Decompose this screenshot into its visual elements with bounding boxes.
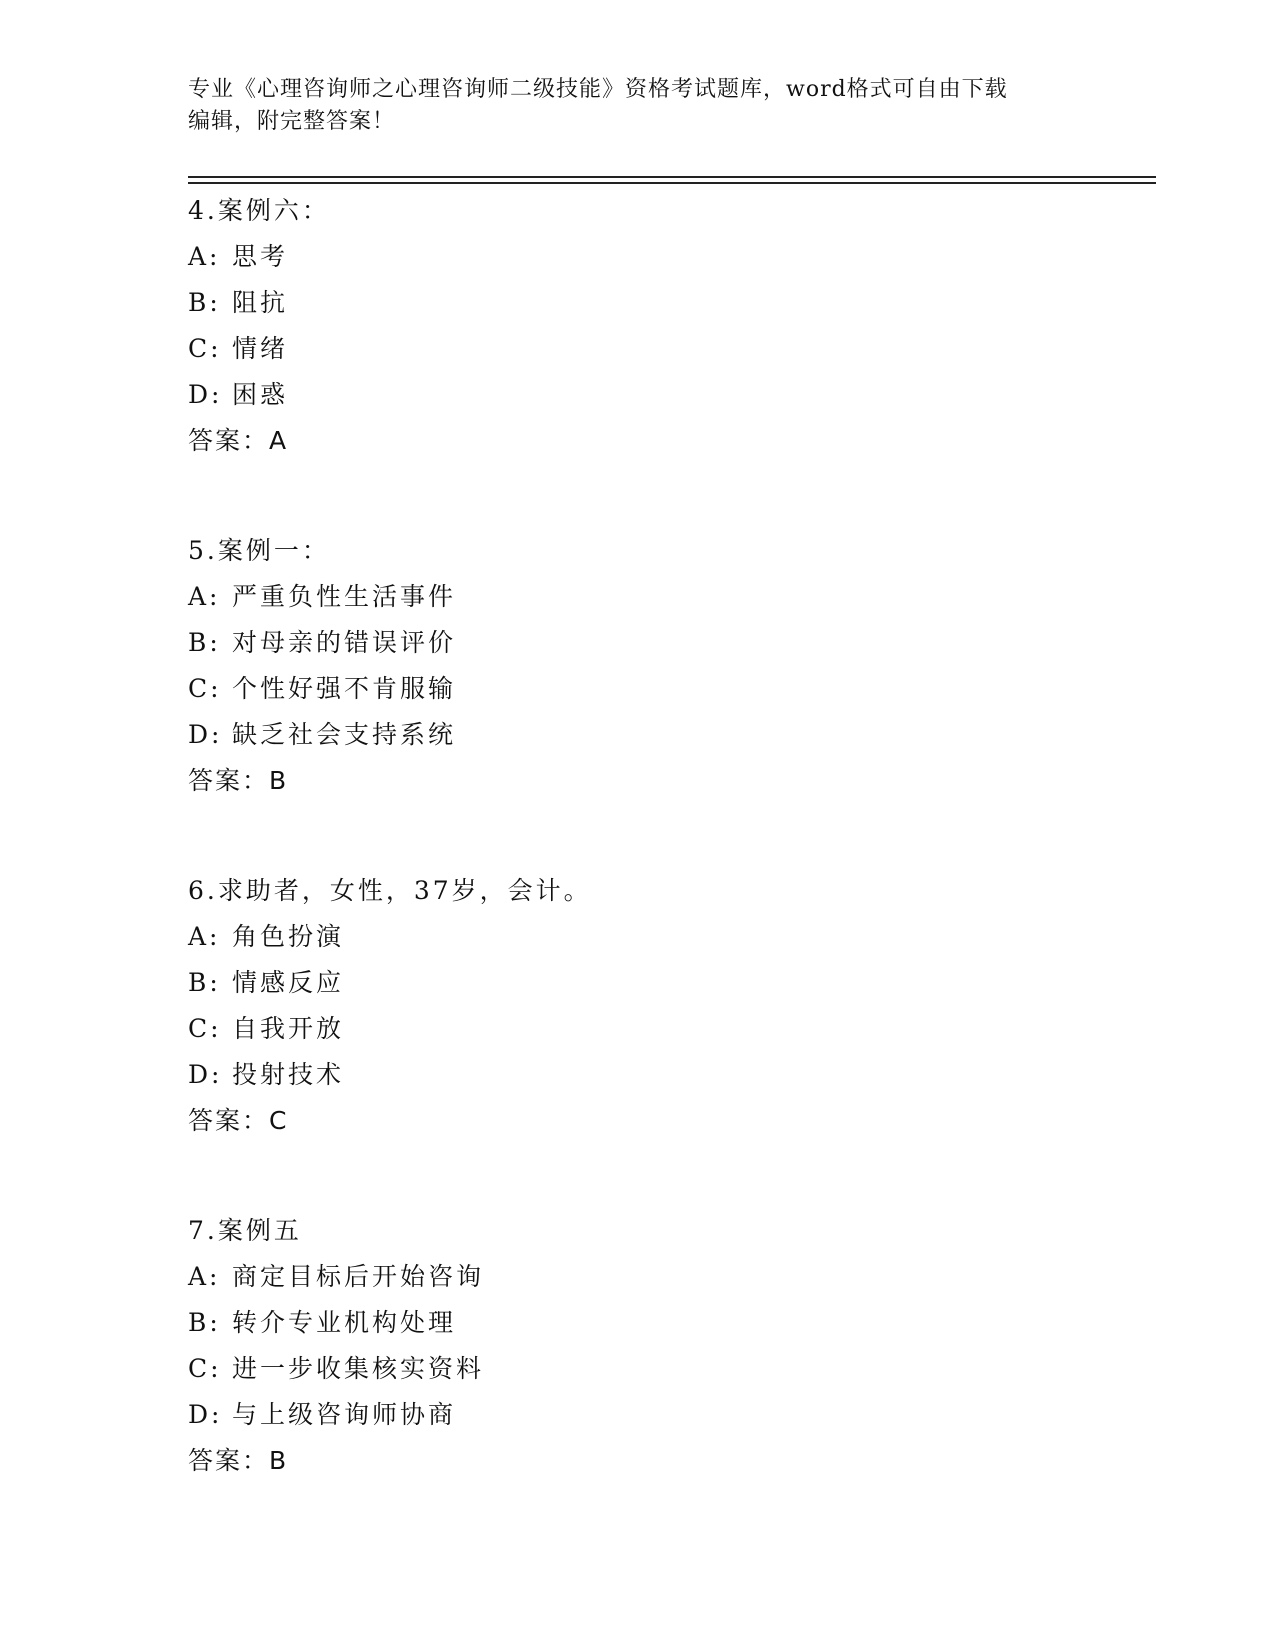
option-b (188, 1300, 1156, 1346)
answer-line: 答案：C (188, 1106, 289, 1135)
option-letter: B: (188, 288, 221, 317)
option-letter: B: (188, 628, 221, 657)
option-c (188, 1006, 1156, 1052)
option-text: 对母亲的错误评价 (232, 628, 457, 657)
option-d (188, 372, 1156, 418)
option-text: 思考 (232, 242, 289, 271)
header-line-1: 专业《心理咨询师之心理咨询师二级技能》资格考试题库，word格式可自由下载 (188, 77, 1008, 102)
option-a (188, 914, 1156, 960)
option-b (188, 620, 1156, 666)
question-block (188, 528, 1156, 804)
option-text: 困惑 (232, 380, 289, 409)
option-text: 缺乏社会支持系统 (232, 720, 457, 749)
question-stem: 4.案例六： (188, 196, 330, 225)
option-text: 严重负性生活事件 (232, 582, 457, 611)
option-c (188, 1346, 1156, 1392)
option-letter: A: (188, 1262, 221, 1291)
option-letter: D: (188, 720, 223, 749)
option-d (188, 1052, 1156, 1098)
header-divider-bottom (188, 182, 1156, 184)
header-line-2: 编辑，附完整答案！ (188, 109, 396, 134)
option-text: 情绪 (232, 334, 289, 363)
option-text: 进一步收集核实资料 (232, 1354, 485, 1383)
option-b (188, 960, 1156, 1006)
question-stem: 6.求助者，女性，37岁，会计。 (188, 876, 592, 905)
option-a (188, 234, 1156, 280)
option-text: 自我开放 (232, 1014, 345, 1043)
option-letter: B: (188, 968, 221, 997)
option-d (188, 1392, 1156, 1438)
question-stem: 7.案例五 (188, 1216, 302, 1245)
option-letter: B: (188, 1308, 221, 1337)
answer-line: 答案：B (188, 1446, 289, 1475)
option-letter: C: (188, 1014, 222, 1043)
option-text: 与上级咨询师协商 (232, 1400, 457, 1429)
option-text: 情感反应 (232, 968, 345, 997)
option-letter: A: (188, 582, 221, 611)
option-letter: A: (188, 922, 221, 951)
option-a (188, 574, 1156, 620)
option-text: 阻抗 (232, 288, 289, 317)
option-letter: D: (188, 1060, 223, 1089)
option-text: 转介专业机构处理 (232, 1308, 457, 1337)
option-c (188, 326, 1156, 372)
option-letter: C: (188, 334, 222, 363)
question-block (188, 1208, 1156, 1484)
option-text: 投射技术 (232, 1060, 345, 1089)
question-block (188, 868, 1156, 1144)
option-b (188, 280, 1156, 326)
option-text: 角色扮演 (232, 922, 345, 951)
option-text: 个性好强不肯服输 (232, 674, 457, 703)
option-letter: A: (188, 242, 221, 271)
question-block (188, 188, 1156, 464)
option-letter: C: (188, 1354, 222, 1383)
option-text: 商定目标后开始咨询 (232, 1262, 485, 1291)
answer-line: 答案：A (188, 426, 289, 455)
option-letter: D: (188, 1400, 223, 1429)
question-list (188, 188, 1156, 1548)
option-d (188, 712, 1156, 758)
header-divider-top (188, 176, 1156, 178)
document-header (188, 74, 1088, 138)
option-c (188, 666, 1156, 712)
option-letter: C: (188, 674, 222, 703)
option-a (188, 1254, 1156, 1300)
option-letter: D: (188, 380, 223, 409)
answer-line: 答案：B (188, 766, 289, 795)
question-stem: 5.案例一： (188, 536, 330, 565)
